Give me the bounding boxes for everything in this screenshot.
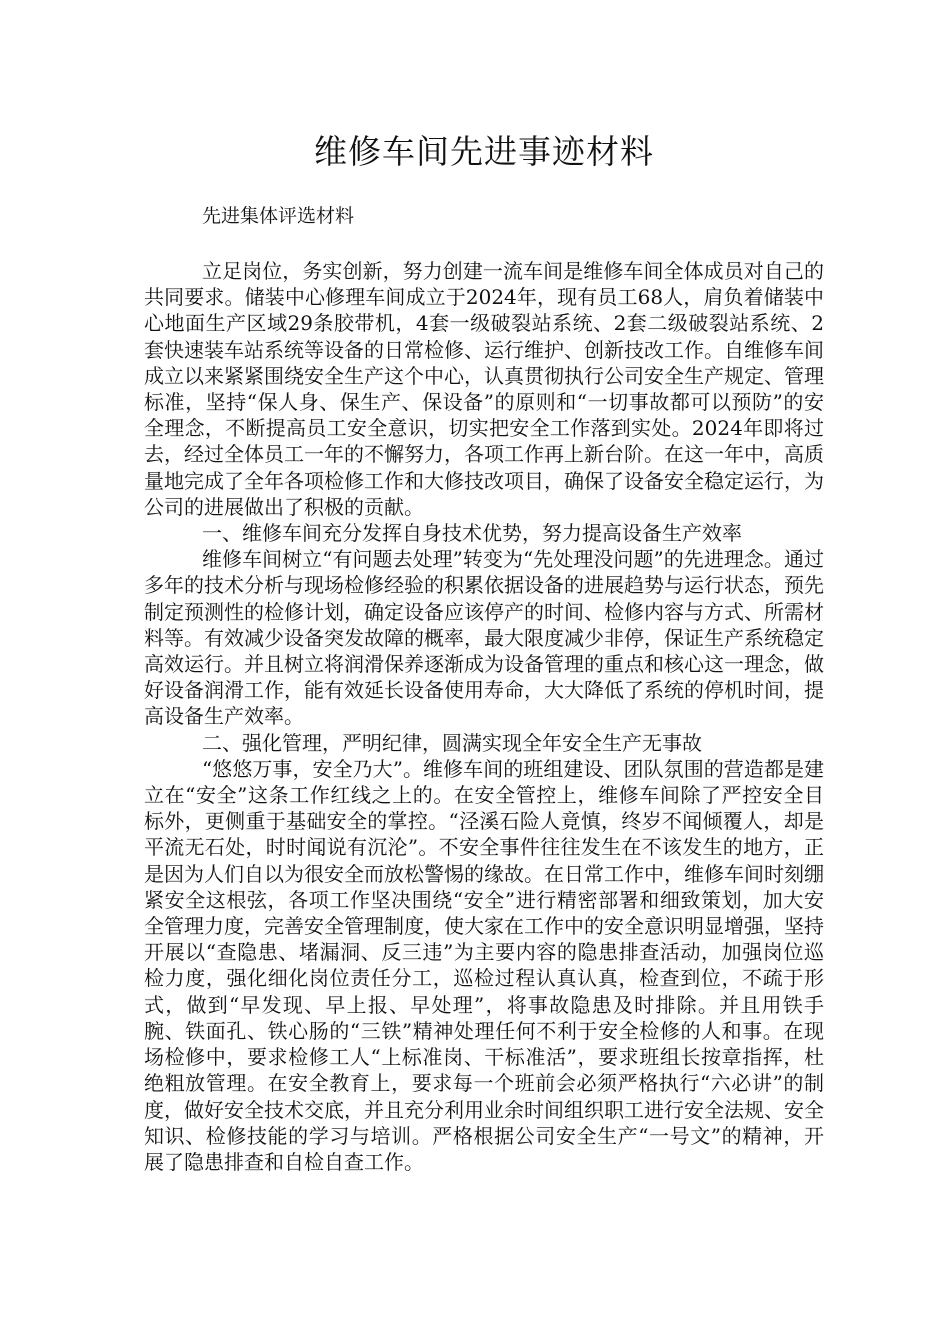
section-heading-2: 二、强化管理，严明纪律，圆满实现全年安全生产无事故 — [202, 730, 702, 755]
paragraph-section-1: 维修车间树立“有问题去处理”转变为“先处理没问题”的先进理念。通过多年的技术分析与现场检修经验的积累依据设备的进展趋势与运行状态，预先制定预测性的检修计划，确定设备应该停产的时间、检修内容与方式、所需材料等。有效减少设备突发故障的概率，最大限度减少非停，保证生产系统稳定高效运行。并且树立将润滑保养逐渐成为设备管理的重点和核心这一理念，做好设备润滑工作，能有效延长设备使用寿命，大大降低了系统的停机时间，提高设备生产效率。 — [144, 547, 824, 729]
paragraph-intro: 立足岗位，务实创新，努力创建一流车间是维修车间全体成员对自己的共同要求。储装中心修理车间成立于2024年，现有员工68人，肩负着储装中心地面生产区域29条胶带机，4套一级破裂站系统、2套二级破裂站系统、2套快速装车站系统等设备的日常检修、运行维护、创新技改工作。自维修车间成立以来紧紧围绕安全生产这个中心，认真贯彻执行公司安全生产规定、管理标准，坚持“保人身、保生产、保设备”的原则和“一切事故都可以预防”的安全理念，不断提高员工安全意识，切实把安全工作落到实处。2024年即将过去，经过全体员工一年的不懈努力，各项工作再上新台阶。在这一年中，高质量地完成了全年各项检修工作和大修技改项目，确保了设备安全稳定运行，为公司的进展做出了积极的贡献。 — [144, 259, 824, 519]
section-heading-1: 一、维修车间充分发挥自身技术优势，努力提高设备生产效率 — [202, 521, 742, 546]
document-title: 维修车间先进事迹材料 — [314, 132, 654, 171]
document-subtitle: 先进集体评选材料 — [202, 205, 355, 227]
document-body — [144, 258, 824, 1175]
paragraph-section-2: “悠悠万事，安全乃大”。维修车间的班组建设、团队氛围的营造都是建立在“安全”这条工作红线之上的。在安全管控上，维修车间除了严控安全目标外，更侧重于基础安全的掌控。“泾溪石险人竟慎，终岁不闻倾覆人，却是平流无石处，时时闻说有沉沦”。不安全事件往往发生在不该发生的地方，正是因为人们自以为很安全而放松警惕的缘故。在日常工作中，维修车间时刻绷紧安全这根弦，各项工作坚决围绕“安全”进行精密部署和细致策划，加大安全管理力度，完善安全管理制度，使大家在工作中的安全意识明显增强，坚持开展以“查隐患、堵漏洞、反三违”为主要内容的隐患排查活动，加强岗位巡检力度，强化细化岗位责任分工，巡检过程认真认真，检查到位，不疏于形式，做到“早发现、早上报、早处理”，将事故隐患及时排除。并且用铁手腕、铁面孔、铁心肠的“三铁”精神处理任何不利于安全检修的人和事。在现场检修中，要求检修工人“上标准岗、干标准活”，要求班组长按章指挥，杜绝粗放管理。在安全教育上，要求每一个班前会必须严格执行“六必讲”的制度，做好安全技术交底，并且充分利用业余时间组织职工进行安全法规、安全知识、检修技能的学习与培训。严格根据公司安全生产“一号文”的精神，开展了隐患排查和自检自查工作。 — [144, 756, 824, 1174]
document-page — [144, 0, 824, 1175]
